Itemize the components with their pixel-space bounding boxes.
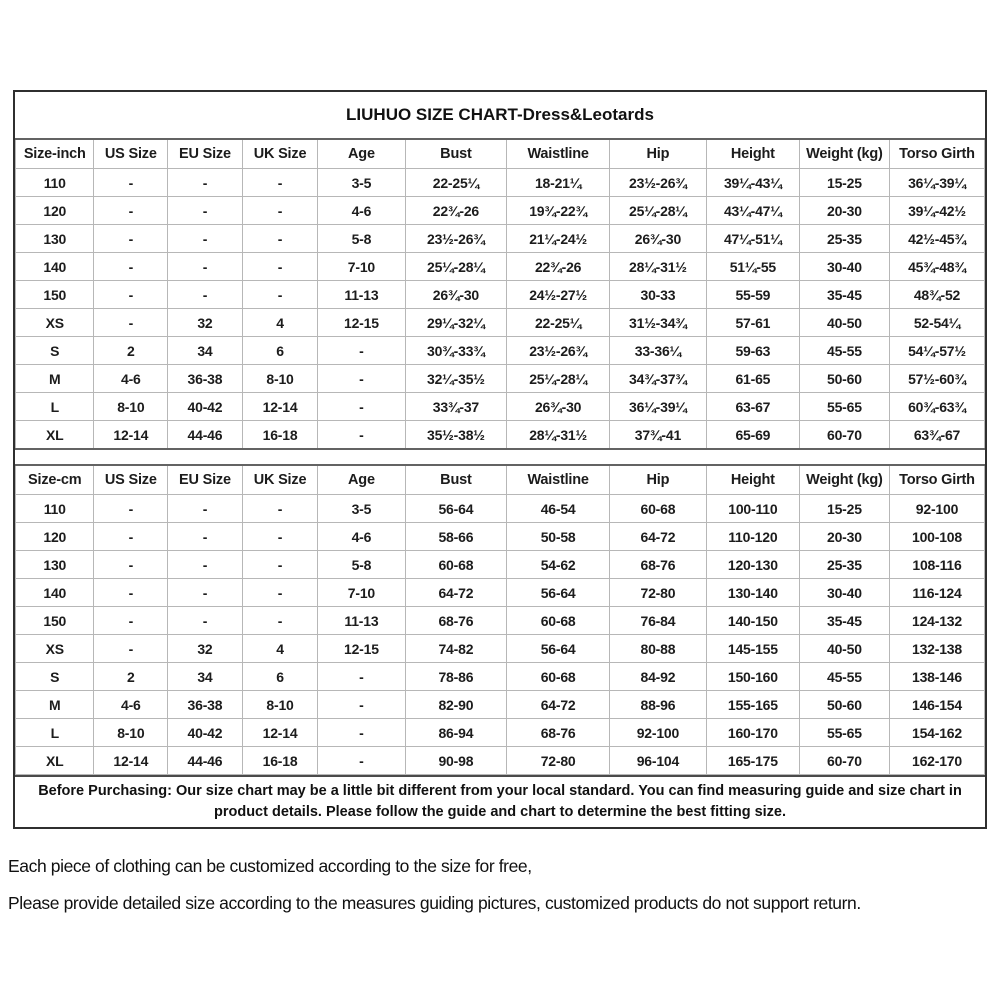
table-cell: - bbox=[168, 253, 243, 281]
table-cell: 33-36¼ bbox=[609, 337, 706, 365]
table-row bbox=[16, 169, 985, 197]
column-header: Age bbox=[318, 139, 405, 169]
table-row bbox=[16, 309, 985, 337]
table-cell: 22-25¼ bbox=[507, 309, 610, 337]
table-cell: 55-65 bbox=[799, 719, 889, 747]
table-cell: 35-45 bbox=[799, 281, 889, 309]
table-cell: 74-82 bbox=[405, 635, 507, 663]
table-cell: 92-100 bbox=[889, 495, 984, 523]
column-header: EU Size bbox=[168, 465, 243, 495]
table-cell: 140 bbox=[16, 253, 94, 281]
table-cell: 28¼-31½ bbox=[609, 253, 706, 281]
table-cell: - bbox=[242, 253, 318, 281]
table-row bbox=[16, 253, 985, 281]
column-header: Torso Girth bbox=[889, 139, 984, 169]
table-cell: - bbox=[242, 281, 318, 309]
size-cm-table bbox=[15, 464, 985, 775]
table-cell: - bbox=[168, 607, 243, 635]
table-cell: 4-6 bbox=[318, 197, 405, 225]
column-header: Hip bbox=[609, 465, 706, 495]
table-cell: 150 bbox=[16, 607, 94, 635]
table-cell: 26¾-30 bbox=[507, 393, 610, 421]
table-cell: XL bbox=[16, 421, 94, 450]
table-cell: 34 bbox=[168, 337, 243, 365]
table-cell: - bbox=[242, 197, 318, 225]
table-cell: 120-130 bbox=[706, 551, 799, 579]
table-cell: 146-154 bbox=[889, 691, 984, 719]
table-cell: XS bbox=[16, 635, 94, 663]
table-cell: 20-30 bbox=[799, 197, 889, 225]
table-cell: 59-63 bbox=[706, 337, 799, 365]
table-cell: 25¼-28¼ bbox=[609, 197, 706, 225]
table-cell: - bbox=[168, 579, 243, 607]
table-cell: 32¼-35½ bbox=[405, 365, 507, 393]
table-cell: S bbox=[16, 663, 94, 691]
table-cell: 2 bbox=[94, 663, 168, 691]
table-cell: 36¼-39¼ bbox=[609, 393, 706, 421]
table-cell: 130-140 bbox=[706, 579, 799, 607]
table-cell: 23½-26¾ bbox=[405, 225, 507, 253]
table-cell: - bbox=[242, 579, 318, 607]
table-cell: - bbox=[94, 607, 168, 635]
table-cell: 4 bbox=[242, 635, 318, 663]
table-cell: 154-162 bbox=[889, 719, 984, 747]
table-cell: 16-18 bbox=[242, 747, 318, 775]
table-cell: 6 bbox=[242, 663, 318, 691]
table-cell: 25¼-28¼ bbox=[405, 253, 507, 281]
table-cell: 55-65 bbox=[799, 393, 889, 421]
column-header: Size-inch bbox=[16, 139, 94, 169]
customization-notes bbox=[8, 856, 996, 930]
table-cell: 12-15 bbox=[318, 309, 405, 337]
table-cell: - bbox=[94, 225, 168, 253]
table-cell: 25-35 bbox=[799, 551, 889, 579]
table-row bbox=[16, 225, 985, 253]
table-cell: - bbox=[94, 281, 168, 309]
column-header: Weight (kg) bbox=[799, 465, 889, 495]
table-cell: 11-13 bbox=[318, 607, 405, 635]
table-cell: 34¾-37¾ bbox=[609, 365, 706, 393]
table-cell: - bbox=[242, 607, 318, 635]
table-cell: 4-6 bbox=[318, 523, 405, 551]
table-cell: 32 bbox=[168, 309, 243, 337]
table-cell: XS bbox=[16, 309, 94, 337]
table-cell: - bbox=[94, 309, 168, 337]
table-cell: 86-94 bbox=[405, 719, 507, 747]
column-header: Hip bbox=[609, 139, 706, 169]
table-row bbox=[16, 747, 985, 775]
table-cell: - bbox=[318, 365, 405, 393]
table-cell: 90-98 bbox=[405, 747, 507, 775]
table-cell: L bbox=[16, 393, 94, 421]
header-row bbox=[16, 465, 985, 495]
table-cell: 68-76 bbox=[609, 551, 706, 579]
table-cell: 12-15 bbox=[318, 635, 405, 663]
table-row bbox=[16, 421, 985, 450]
table-cell: 30-33 bbox=[609, 281, 706, 309]
table-cell: 33¾-37 bbox=[405, 393, 507, 421]
table-cell: 35-45 bbox=[799, 607, 889, 635]
table-cell: 31½-34¾ bbox=[609, 309, 706, 337]
table-cell: 72-80 bbox=[609, 579, 706, 607]
table-cell: - bbox=[94, 579, 168, 607]
table-cell: 50-60 bbox=[799, 365, 889, 393]
table-cell: - bbox=[318, 747, 405, 775]
size-inch-table bbox=[15, 138, 985, 450]
table-row bbox=[16, 607, 985, 635]
table-cell: 150 bbox=[16, 281, 94, 309]
table-cell: 39¼-43¼ bbox=[706, 169, 799, 197]
table-cell: 47¼-51¼ bbox=[706, 225, 799, 253]
table-cell: 35½-38½ bbox=[405, 421, 507, 450]
table-cell: 8-10 bbox=[94, 393, 168, 421]
table-cell: 110-120 bbox=[706, 523, 799, 551]
table-cell: - bbox=[94, 635, 168, 663]
table-row bbox=[16, 579, 985, 607]
table-cell: - bbox=[242, 551, 318, 579]
table-cell: 64-72 bbox=[609, 523, 706, 551]
table-cell: 68-76 bbox=[507, 719, 610, 747]
table-row bbox=[16, 663, 985, 691]
table-cell: 25¼-28¼ bbox=[507, 365, 610, 393]
table-cell: 80-88 bbox=[609, 635, 706, 663]
table-cell: 108-116 bbox=[889, 551, 984, 579]
table-cell: 63-67 bbox=[706, 393, 799, 421]
table-cell: 100-110 bbox=[706, 495, 799, 523]
table-cell: - bbox=[318, 719, 405, 747]
table-cell: - bbox=[168, 281, 243, 309]
table-cell: S bbox=[16, 337, 94, 365]
table-cell: 88-96 bbox=[609, 691, 706, 719]
header-row bbox=[16, 139, 985, 169]
table-cell: 26¾-30 bbox=[609, 225, 706, 253]
table-cell: 12-14 bbox=[94, 421, 168, 450]
table-cell: 60-68 bbox=[405, 551, 507, 579]
table-row bbox=[16, 197, 985, 225]
table-cell: 34 bbox=[168, 663, 243, 691]
table-cell: 36-38 bbox=[168, 365, 243, 393]
purchasing-note: Before Purchasing: Our size chart may be a little bit different from your local standard. You can find measuring guide and size chart in product details. Please follow the guide and chart to determine the best fitting size. bbox=[15, 775, 985, 827]
table-cell: 120 bbox=[16, 197, 94, 225]
table-cell: 76-84 bbox=[609, 607, 706, 635]
table-cell: 63¾-67 bbox=[889, 421, 984, 450]
table-cell: 54-62 bbox=[507, 551, 610, 579]
table-cell: 50-58 bbox=[507, 523, 610, 551]
table-cell: - bbox=[318, 337, 405, 365]
table-cell: - bbox=[168, 495, 243, 523]
table-cell: 138-146 bbox=[889, 663, 984, 691]
column-header: Height bbox=[706, 139, 799, 169]
table-cell: 20-30 bbox=[799, 523, 889, 551]
table-cell: 48¾-52 bbox=[889, 281, 984, 309]
table-cell: 4-6 bbox=[94, 691, 168, 719]
table-cell: 15-25 bbox=[799, 169, 889, 197]
table-cell: 65-69 bbox=[706, 421, 799, 450]
column-header: UK Size bbox=[242, 139, 318, 169]
table-cell: 37¾-41 bbox=[609, 421, 706, 450]
table-cell: 140-150 bbox=[706, 607, 799, 635]
table-cell: 15-25 bbox=[799, 495, 889, 523]
table-cell: 92-100 bbox=[609, 719, 706, 747]
table-cell: 12-14 bbox=[94, 747, 168, 775]
table-cell: 155-165 bbox=[706, 691, 799, 719]
table-cell: 29¼-32¼ bbox=[405, 309, 507, 337]
table-cell: 30-40 bbox=[799, 253, 889, 281]
column-header: US Size bbox=[94, 139, 168, 169]
table-cell: - bbox=[242, 523, 318, 551]
table-row bbox=[16, 365, 985, 393]
table-cell: 40-42 bbox=[168, 393, 243, 421]
table-row bbox=[16, 393, 985, 421]
table-cell: - bbox=[242, 225, 318, 253]
table-cell: - bbox=[168, 169, 243, 197]
table-row bbox=[16, 635, 985, 663]
table-cell: 3-5 bbox=[318, 495, 405, 523]
table-cell: 140 bbox=[16, 579, 94, 607]
table-cell: 56-64 bbox=[507, 635, 610, 663]
table-cell: - bbox=[318, 663, 405, 691]
table-cell: 64-72 bbox=[507, 691, 610, 719]
column-header: Bust bbox=[405, 465, 507, 495]
column-header: Age bbox=[318, 465, 405, 495]
table-cell: 58-66 bbox=[405, 523, 507, 551]
column-header: Torso Girth bbox=[889, 465, 984, 495]
column-header: UK Size bbox=[242, 465, 318, 495]
table-cell: 116-124 bbox=[889, 579, 984, 607]
table-cell: 16-18 bbox=[242, 421, 318, 450]
table-cell: L bbox=[16, 719, 94, 747]
table-row bbox=[16, 337, 985, 365]
table-cell: 5-8 bbox=[318, 551, 405, 579]
table-cell: 30¾-33¾ bbox=[405, 337, 507, 365]
table-cell: 82-90 bbox=[405, 691, 507, 719]
table-cell: 60-68 bbox=[609, 495, 706, 523]
table-cell: - bbox=[168, 225, 243, 253]
table-cell: M bbox=[16, 691, 94, 719]
table-row bbox=[16, 281, 985, 309]
table-cell: - bbox=[168, 197, 243, 225]
table-cell: 45-55 bbox=[799, 337, 889, 365]
table-cell: 25-35 bbox=[799, 225, 889, 253]
table-cell: - bbox=[94, 169, 168, 197]
chart-title: LIUHUO SIZE CHART-Dress&Leotards bbox=[346, 105, 654, 124]
table-cell: 21¼-24½ bbox=[507, 225, 610, 253]
table-cell: 165-175 bbox=[706, 747, 799, 775]
column-header: Waistline bbox=[507, 465, 610, 495]
table-cell: 60-70 bbox=[799, 421, 889, 450]
table-cell: 120 bbox=[16, 523, 94, 551]
table-cell: 96-104 bbox=[609, 747, 706, 775]
table-cell: 40-50 bbox=[799, 309, 889, 337]
table-row bbox=[16, 719, 985, 747]
table-cell: 23½-26¾ bbox=[609, 169, 706, 197]
table-cell: 4 bbox=[242, 309, 318, 337]
table-cell: 110 bbox=[16, 169, 94, 197]
table-cell: 4-6 bbox=[94, 365, 168, 393]
table-cell: - bbox=[318, 393, 405, 421]
table-cell: - bbox=[242, 169, 318, 197]
table-cell: 132-138 bbox=[889, 635, 984, 663]
table-cell: 145-155 bbox=[706, 635, 799, 663]
column-header: Weight (kg) bbox=[799, 139, 889, 169]
table-cell: 54¼-57½ bbox=[889, 337, 984, 365]
table-cell: 24½-27½ bbox=[507, 281, 610, 309]
table-cell: 64-72 bbox=[405, 579, 507, 607]
table-cell: 57-61 bbox=[706, 309, 799, 337]
table-cell: 8-10 bbox=[242, 691, 318, 719]
column-header: Size-cm bbox=[16, 465, 94, 495]
table-cell: 42½-45¾ bbox=[889, 225, 984, 253]
table-cell: 60-68 bbox=[507, 607, 610, 635]
table-cell: - bbox=[94, 253, 168, 281]
table-cell: 56-64 bbox=[507, 579, 610, 607]
table-cell: 150-160 bbox=[706, 663, 799, 691]
table-cell: 45-55 bbox=[799, 663, 889, 691]
table-cell: 22¾-26 bbox=[405, 197, 507, 225]
table-divider bbox=[15, 450, 985, 464]
table-cell: 36-38 bbox=[168, 691, 243, 719]
footnote-free-customization: Each piece of clothing can be customized according to the size for free, bbox=[8, 856, 532, 876]
table-cell: - bbox=[168, 551, 243, 579]
table-cell: 8-10 bbox=[94, 719, 168, 747]
column-header: US Size bbox=[94, 465, 168, 495]
table-cell: 60-70 bbox=[799, 747, 889, 775]
table-cell: 160-170 bbox=[706, 719, 799, 747]
table-cell: - bbox=[318, 691, 405, 719]
column-header: EU Size bbox=[168, 139, 243, 169]
table-row bbox=[16, 551, 985, 579]
table-cell: 3-5 bbox=[318, 169, 405, 197]
table-cell: 40-42 bbox=[168, 719, 243, 747]
table-cell: 51¼-55 bbox=[706, 253, 799, 281]
column-header: Bust bbox=[405, 139, 507, 169]
table-cell: - bbox=[94, 197, 168, 225]
table-cell: 60-68 bbox=[507, 663, 610, 691]
table-cell: 124-132 bbox=[889, 607, 984, 635]
column-header: Waistline bbox=[507, 139, 610, 169]
size-chart bbox=[13, 90, 987, 829]
table-row bbox=[16, 691, 985, 719]
table-cell: M bbox=[16, 365, 94, 393]
table-cell: 130 bbox=[16, 225, 94, 253]
table-cell: 43¼-47¼ bbox=[706, 197, 799, 225]
table-cell: 36¼-39¼ bbox=[889, 169, 984, 197]
table-cell: - bbox=[94, 495, 168, 523]
table-cell: 44-46 bbox=[168, 421, 243, 450]
table-cell: 18-21¼ bbox=[507, 169, 610, 197]
table-cell: 39¼-42½ bbox=[889, 197, 984, 225]
table-cell: 28¼-31½ bbox=[507, 421, 610, 450]
table-cell: 100-108 bbox=[889, 523, 984, 551]
table-cell: 110 bbox=[16, 495, 94, 523]
table-cell: 6 bbox=[242, 337, 318, 365]
table-cell: 72-80 bbox=[507, 747, 610, 775]
table-cell: 78-86 bbox=[405, 663, 507, 691]
table-cell: 162-170 bbox=[889, 747, 984, 775]
table-cell: 45¾-48¾ bbox=[889, 253, 984, 281]
table-cell: 7-10 bbox=[318, 579, 405, 607]
table-cell: 61-65 bbox=[706, 365, 799, 393]
table-cell: 52-54¼ bbox=[889, 309, 984, 337]
table-cell: - bbox=[94, 551, 168, 579]
table-cell: 12-14 bbox=[242, 719, 318, 747]
table-cell: - bbox=[94, 523, 168, 551]
table-cell: XL bbox=[16, 747, 94, 775]
table-cell: 22¾-26 bbox=[507, 253, 610, 281]
table-cell: 68-76 bbox=[405, 607, 507, 635]
table-cell: 26¾-30 bbox=[405, 281, 507, 309]
table-cell: 50-60 bbox=[799, 691, 889, 719]
table-cell: 56-64 bbox=[405, 495, 507, 523]
table-cell: 12-14 bbox=[242, 393, 318, 421]
table-cell: 8-10 bbox=[242, 365, 318, 393]
table-cell: 5-8 bbox=[318, 225, 405, 253]
table-cell: 19¾-22¾ bbox=[507, 197, 610, 225]
table-cell: 130 bbox=[16, 551, 94, 579]
table-cell: 22-25¼ bbox=[405, 169, 507, 197]
column-header: Height bbox=[706, 465, 799, 495]
table-cell: 7-10 bbox=[318, 253, 405, 281]
table-cell: 60¾-63¾ bbox=[889, 393, 984, 421]
table-cell: 55-59 bbox=[706, 281, 799, 309]
table-cell: 84-92 bbox=[609, 663, 706, 691]
table-cell: - bbox=[242, 495, 318, 523]
table-cell: 32 bbox=[168, 635, 243, 663]
table-cell: 11-13 bbox=[318, 281, 405, 309]
table-row bbox=[16, 495, 985, 523]
footnote-no-return: Please provide detailed size according to the measures guiding pictures, customized products do not support return. bbox=[8, 893, 861, 913]
table-row bbox=[16, 523, 985, 551]
table-cell: - bbox=[168, 523, 243, 551]
table-cell: 44-46 bbox=[168, 747, 243, 775]
table-cell: 2 bbox=[94, 337, 168, 365]
table-cell: - bbox=[318, 421, 405, 450]
table-cell: 40-50 bbox=[799, 635, 889, 663]
table-cell: 30-40 bbox=[799, 579, 889, 607]
table-cell: 46-54 bbox=[507, 495, 610, 523]
table-cell: 57½-60¾ bbox=[889, 365, 984, 393]
table-cell: 23½-26¾ bbox=[507, 337, 610, 365]
